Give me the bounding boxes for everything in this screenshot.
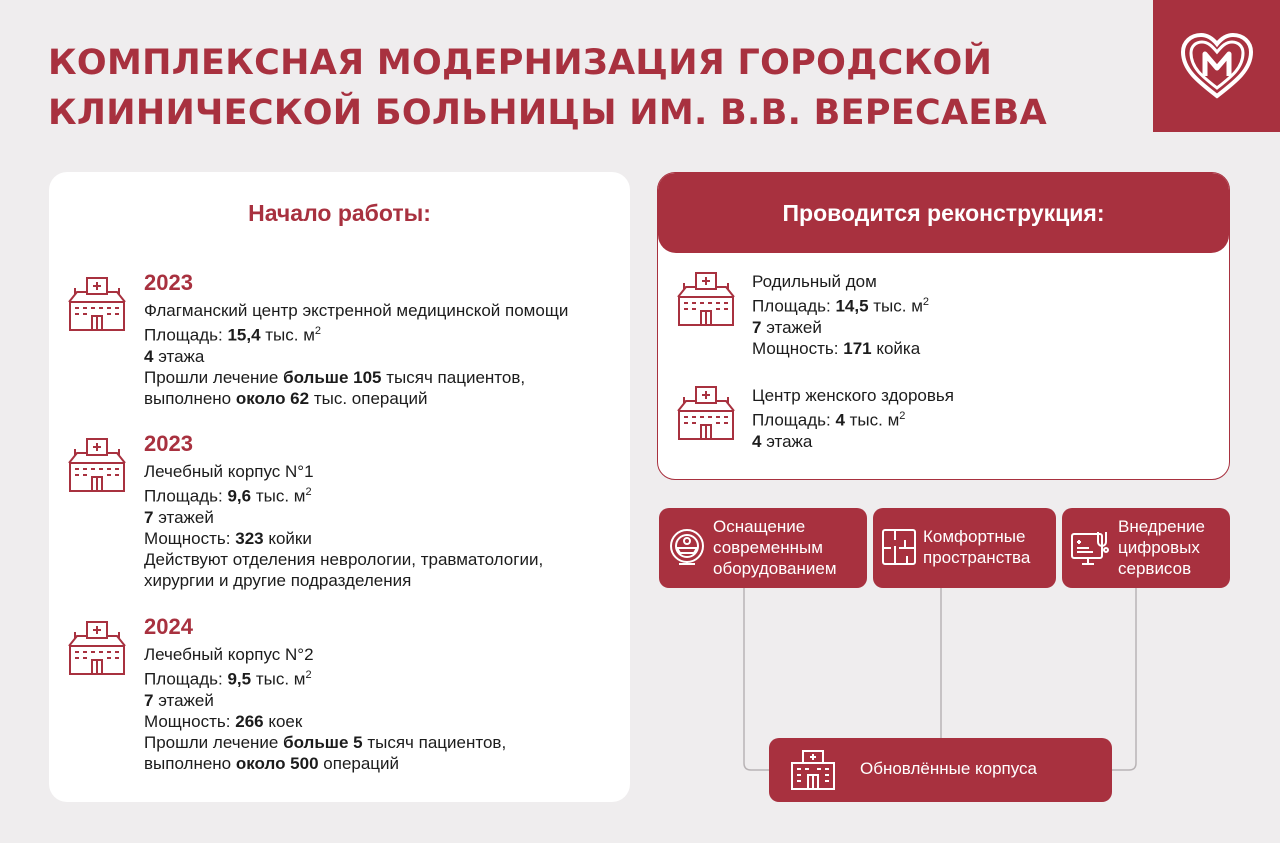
- entry-area: Площадь: 14,5 тыс. $м^2$: [752, 296, 930, 316]
- entry-name: Лечебный корпус N°1: [144, 462, 314, 481]
- hospital-building-icon: [789, 749, 837, 791]
- entry-name: Родильный дом: [752, 272, 877, 291]
- entry-extra-1: Действуют отделения неврологии, травматологии,: [144, 549, 544, 569]
- title-line-2: КЛИНИЧЕСКОЙ БОЛЬНИЦЫ ИМ. В.В. ВЕРЕСАЕВА: [48, 93, 1047, 133]
- entry-year: 2023: [144, 270, 193, 295]
- result-box: [769, 738, 1112, 802]
- entry-name: Центр женского здоровья: [752, 386, 954, 405]
- entry-floors: 7 этажей: [752, 317, 822, 337]
- started-work-heading: Начало работы:: [248, 200, 431, 226]
- entry-extra-1: Прошли лечение больше 105 тысяч пациентов,: [144, 367, 526, 387]
- title-line-1: КОМПЛЕКСНАЯ МОДЕРНИЗАЦИЯ ГОРОДСКОЙ: [48, 43, 993, 83]
- entry-extra-1: Прошли лечение больше 5 тысяч пациентов,: [144, 732, 507, 752]
- feature-text: Комфортные пространства: [923, 527, 1031, 567]
- entry-extra-2: хирургии и другие подразделения: [144, 570, 412, 590]
- result-label: Обновлённые корпуса: [860, 759, 1037, 778]
- entry-extra-2: выполнено около 62 тыс. операций: [144, 388, 428, 408]
- entry-name: Лечебный корпус N°2: [144, 645, 314, 664]
- mri-scanner-icon: [667, 528, 707, 568]
- entry-floors: 7 этажей: [144, 507, 214, 527]
- feature-equipment: [659, 508, 867, 588]
- entry-area: Площадь: 9,6 тыс. $м^2$: [144, 486, 312, 506]
- entry-name: Флагманский центр экстренной медицинской помощи: [144, 301, 569, 320]
- entry-floors: 7 этажей: [144, 690, 214, 710]
- entry-floors: 4 этажа: [144, 346, 205, 366]
- entry-capacity: Мощность: 323 койки: [144, 528, 312, 548]
- feature-text: Оснащение современным оборудованием: [713, 517, 837, 578]
- entry-year: 2023: [144, 431, 193, 456]
- feature-text: Внедрение цифровых сервисов: [1118, 517, 1205, 578]
- floor-plan-icon: [881, 528, 917, 566]
- feature-digital: [1062, 508, 1230, 588]
- entry-capacity: Мощность: 266 коек: [144, 711, 303, 731]
- entry-year: 2024: [144, 614, 193, 639]
- reconstruction-banner: Проводится реконструкция:: [658, 173, 1229, 253]
- entry-capacity: Мощность: 171 койка: [752, 338, 921, 358]
- entry-floors: 4 этажа: [752, 431, 813, 451]
- entry-area: Площадь: 15,4 тыс. $м^2$: [144, 325, 322, 345]
- entry-extra-2: выполнено около 500 операций: [144, 753, 400, 773]
- entry-area: Площадь: 4 тыс. $м^2$: [752, 410, 906, 430]
- feature-spaces: [873, 508, 1056, 588]
- digital-health-icon: [1070, 528, 1110, 568]
- entry-area: Площадь: 9,5 тыс. $м^2$: [144, 669, 312, 689]
